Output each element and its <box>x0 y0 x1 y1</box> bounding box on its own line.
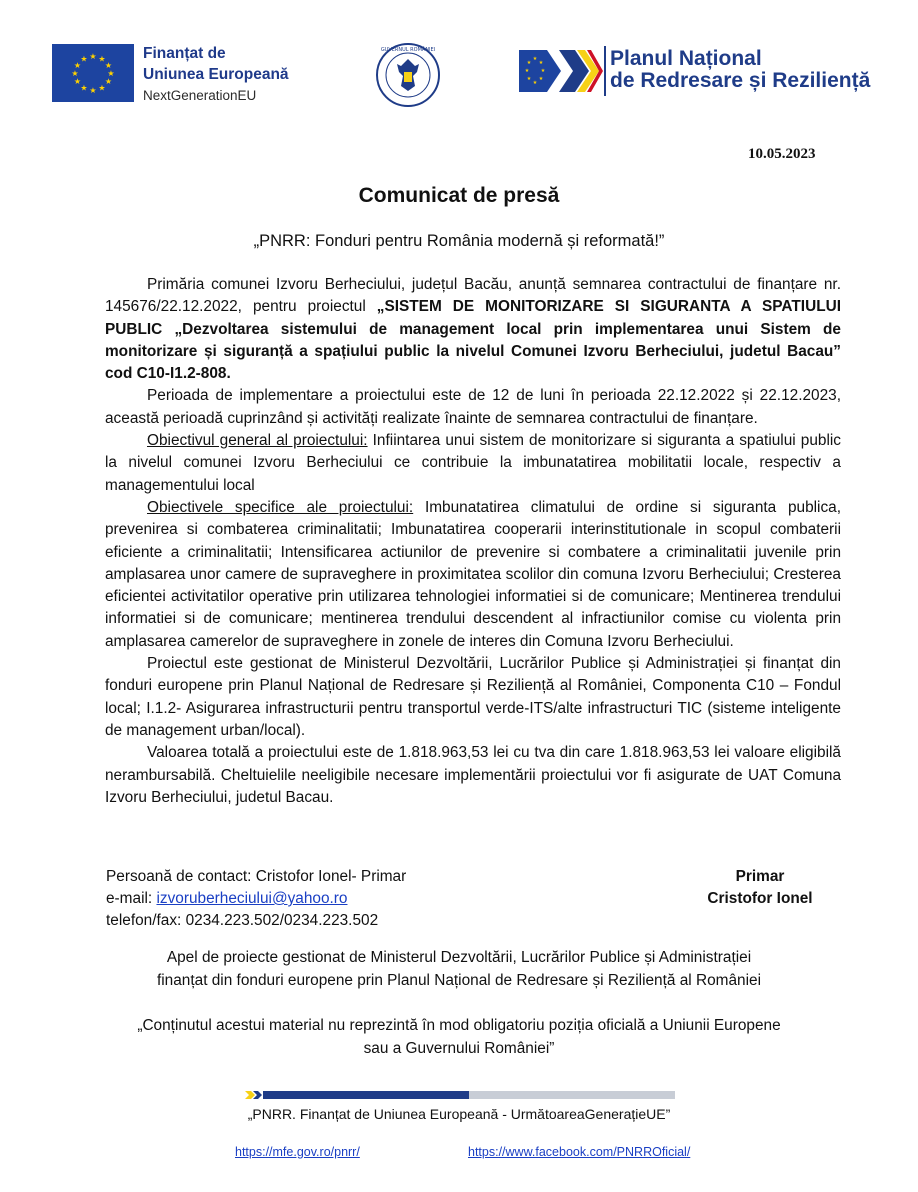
paragraph-6: Valoarea totală a proiectului este de 1.818.963,53 lei cu tva din care 1.818.963,53 lei valoare eligibilă nerambursabilă. Cheltuielile neeligibile necesare implementării proiectului vor fi asigurate de UAT Comuna Izvoru Berheciului, judetul Bacau. <box>105 744 841 806</box>
disclaimer <box>0 1014 918 1060</box>
pnrr-line1: Planul Național <box>610 47 762 70</box>
svg-text:★: ★ <box>73 77 82 86</box>
funding-note-line2: finanțat din fonduri europene prin Planul Național de Redresare și Reziliență al României <box>156 972 761 989</box>
pnrr-divider <box>604 46 606 96</box>
svg-text:★: ★ <box>80 83 88 93</box>
footer-arrows-icon <box>245 1091 263 1099</box>
bottom-slogan: „PNRR. Finanțat de Uniunea Europeană - UrmătoareaGenerațieUE” <box>247 1106 671 1122</box>
disclaimer-line1: „Conținutul acestui material nu reprezintă în mod obligatoriu poziția oficială a Uniunii Europene <box>137 1017 781 1034</box>
general-objective-text: Infiintarea unui sistem de monitorizare si siguranta a spatiului public la nivelul comunei Izvoru Berheciului ce contribuie la imbunatatirea mobilitatii locale, respectiv a managementului local <box>105 432 841 494</box>
svg-text:★: ★ <box>80 54 88 64</box>
project-title: „SISTEM DE MONITORIZARE SI SIGURANTA A SPATIULUI PUBLIC „Dezvoltarea sistemului de management local prin implementarea unui Sistem de monitorizare și siguranță a spațiului public la nivelul Comunei Izvoru Berheciului, judetul Bacau” cod C10-I1.2-808. <box>105 298 841 383</box>
government-seal-logo <box>375 42 441 108</box>
svg-text:★: ★ <box>98 54 106 64</box>
eu-line2: Uniunea Europeană <box>143 66 289 83</box>
pnrr-arrows-icon <box>519 48 603 94</box>
svg-text:★: ★ <box>532 80 538 86</box>
paragraph-2: Perioada de implementare a proiectului este de 12 de luni în perioada 22.12.2022 și 22.12.2023, această perioadă cuprinzând și activități realizate înainte de semnarea contractului de finanțare. <box>105 387 841 427</box>
paragraph-1-intro: Primăria comunei Izvoru Berheciului, județul Bacău, anunță semnarea contractului de finanțare nr. 145676/22.12.2022, pentru proiectul <box>105 276 841 316</box>
svg-text:★: ★ <box>89 52 97 61</box>
contact-block <box>106 866 406 932</box>
eu-line3: NextGenerationEU <box>143 88 257 103</box>
svg-text:★: ★ <box>73 61 82 70</box>
page-title: Comunicat de presă <box>358 184 560 207</box>
funding-note <box>0 946 918 992</box>
eu-line1: Finanțat de <box>143 45 226 62</box>
eu-stars-icon <box>52 44 134 102</box>
svg-text:★: ★ <box>89 86 97 95</box>
svg-text:★: ★ <box>104 77 113 86</box>
contact-email-line <box>106 888 406 910</box>
signature-role: Primar <box>735 868 785 885</box>
svg-text:★: ★ <box>104 61 113 70</box>
funding-note-line1: Apel de proiecte gestionat de Ministerul Dezvoltării, Lucrărilor Publice și Administrației <box>166 949 752 966</box>
seal-text: GUVERNUL ROMÂNIEI <box>380 47 436 53</box>
svg-text:★: ★ <box>538 76 544 82</box>
footer-bar-dark <box>263 1091 469 1099</box>
svg-text:★: ★ <box>71 69 79 78</box>
svg-text:★: ★ <box>526 76 532 82</box>
document-date: 10.05.2023 <box>748 146 816 162</box>
romania-coat-of-arms-icon <box>375 42 441 108</box>
disclaimer-line2: sau a Guvernului României” <box>363 1040 555 1057</box>
svg-text:★: ★ <box>98 83 106 93</box>
pnrr-line2: de Redresare și Reziliență <box>610 69 871 92</box>
paragraph-5: Proiectul este gestionat de Ministerul Dezvoltării, Lucrărilor Publice și Administrației și finanțat din fonduri europene prin Planul Național de Redresare și Reziliență al României, Componenta C10 – Fondul local; I.1.2- Asigurarea infrastructurii pentru transportul verde-ITS/alte infrastructuri TIC (sisteme inteligente de management urban/local). <box>105 655 841 739</box>
footer-bar <box>245 1091 675 1099</box>
specific-objectives-label: Obiectivele specifice ale proiectului: <box>147 498 414 516</box>
specific-objectives-text: Imbunatatirea climatului de ordine si siguranta publica, prevenirea si combaterea criminalitatii; Imbunatatirea cooperarii interinstitutionale in scopul combaterii eficiente a criminalitatii; Intensificarea actiunilor de prevenire si combatere a criminalitatii juvenile prin amplasarea unor camere de supraveghere in proximitatea scolilor din comuna Izvoru Berheciului; Cresterea eficientei activitatilor operative prin utilizarea tehnologiei informatiei si de comunicare; Mentinerea trendului informatiei si de comunicare; mentinerea trendului descendent al infractiunilor comise cu violenta prin amplasarea camerelor de supraveghere in zonele de interes din Comuna Izvoru Berheciului. <box>105 498 841 650</box>
pnrr-logo <box>519 48 603 94</box>
paragraph-1 <box>105 274 841 385</box>
paragraph-3 <box>105 430 841 497</box>
contact-phone: telefon/fax: 0234.223.502/0234.223.502 <box>106 912 379 929</box>
eu-funding-text <box>143 43 289 106</box>
press-release-body <box>105 274 841 809</box>
facebook-link[interactable]: https://www.facebook.com/PNRROficial/ <box>468 1145 691 1159</box>
signature-block <box>700 866 820 910</box>
svg-text:★: ★ <box>526 60 532 66</box>
email-label: e-mail: <box>106 890 157 907</box>
general-objective-label: Obiectivul general al proiectului: <box>147 432 368 450</box>
slogan: „PNRR: Fonduri pentru România modernă și reformată!” <box>253 232 665 250</box>
eu-flag-logo <box>52 44 134 102</box>
paragraph-4 <box>105 497 841 653</box>
svg-text:★: ★ <box>524 68 530 74</box>
svg-text:★: ★ <box>532 56 538 62</box>
mfe-link[interactable]: https://mfe.gov.ro/pnrr/ <box>235 1145 360 1159</box>
svg-text:★: ★ <box>540 68 546 74</box>
footer-bar-light <box>469 1091 675 1099</box>
svg-text:★: ★ <box>538 60 544 66</box>
signature-name: Cristofor Ionel <box>707 890 813 907</box>
svg-text:★: ★ <box>107 69 115 78</box>
pnrr-title <box>610 48 870 92</box>
contact-person: Persoană de contact: Cristofor Ionel- Primar <box>106 868 407 885</box>
email-link[interactable]: izvoruberheciului@yahoo.ro <box>156 890 348 907</box>
